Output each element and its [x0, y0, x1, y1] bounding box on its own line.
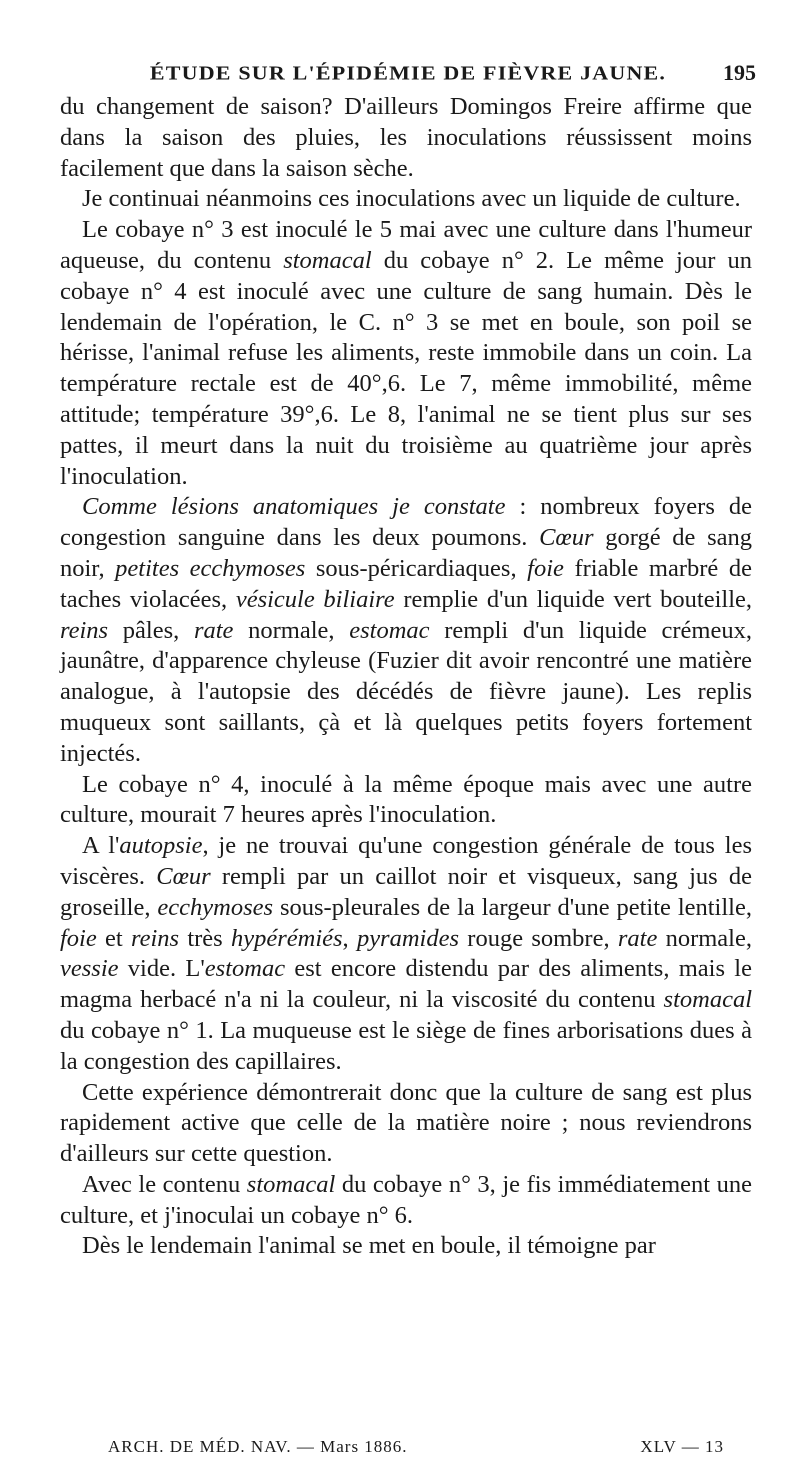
italic-text: hypérémiés	[230, 924, 343, 952]
page-header	[60, 50, 756, 90]
text-run: Cette expérience démontrerait donc que la culture de sang est plus rapidement active que celle de la matière noire ; nous reviendrons d'ailleurs sur cette question.	[60, 1078, 752, 1168]
text-run: , je ne trouvai qu'une congestion générale de tous les viscères.	[60, 832, 753, 890]
italic-text: autopsie	[119, 832, 203, 860]
text-run: remplie d'un liquide vert bouteille,	[394, 585, 753, 613]
italic-text: Cœur	[156, 862, 211, 890]
text-run: normale,	[657, 924, 752, 952]
italic-text: reins	[130, 924, 180, 952]
text-run: du changement de saison? D'ailleurs Domingos Freire affirme que dans la saison des pluies, les inoculations réussissent moins facilement que dans la saison sèche.	[60, 93, 752, 182]
italic-text: Comme lésions anatomiques je constate	[82, 493, 506, 521]
italic-text: ecchymoses	[157, 893, 274, 921]
italic-text: stomacal	[663, 986, 752, 1014]
text-run: Le cobaye n° 4, inoculé à la même époque mais avec une autre culture, mourait 7 heures après l'inoculation.	[60, 770, 752, 829]
text-run: normale,	[233, 616, 350, 644]
text-run: Avec le contenu	[82, 1170, 247, 1198]
italic-text: reins	[60, 616, 109, 644]
text-run: du cobaye n° 2. Le même jour un cobaye n° 4 est inoculé avec une culture de sang humain. Dès le lendemain de l'opération, le C. n° 3 se met en boule, son poil se hérisse, l'animal refuse les aliments, reste immobile dans un coin. La température rectale est de 40°,6. Le 7, même immobilité, même attitude; température 39°,6. Le 8, l'animal ne se tient plus sur ses pattes, il meurt dans la nuit du troisième au quatrième jour après l'inoculation.	[60, 246, 752, 490]
text-run: et	[96, 924, 131, 952]
italic-text: petites ecchymoses	[115, 554, 306, 582]
italic-text: estomac	[349, 616, 430, 644]
signature-mark: XLV — 13	[640, 1437, 724, 1456]
paragraph	[60, 92, 752, 184]
italic-text: rate	[193, 616, 234, 644]
text-run: rempli par un caillot noir et visqueux, sang jus de groseille,	[60, 862, 752, 921]
italic-text: Cœur	[539, 524, 594, 552]
italic-text: vessie	[60, 955, 119, 983]
italic-text: foie	[60, 924, 97, 952]
paragraph	[60, 492, 752, 769]
text-run: Je continuai néanmoins ces inoculations avec un liquide de culture.	[82, 185, 741, 213]
running-title: ÉTUDE SUR L'ÉPIDÉMIE DE FIÈVRE JAUNE.	[149, 61, 667, 84]
italic-text: pyramides	[356, 924, 460, 952]
paragraph	[60, 831, 752, 1077]
text-run: du cobaye n° 1. La muqueuse est le siège de fines arborisations dues à la congestion des capillaires.	[60, 1016, 752, 1075]
italic-text: foie	[527, 554, 564, 582]
paragraph	[60, 770, 752, 832]
text-run: gorgé de sang noir,	[60, 524, 753, 582]
text-run: du cobaye n° 3, je fis immédiatement une culture, et j'inoculai un cobaye n° 6.	[60, 1170, 752, 1229]
text-run: ,	[342, 924, 357, 952]
text-run: sous-pleurales de la largeur d'une petite lentille,	[273, 893, 752, 921]
text-run: sous-péricardiaques,	[305, 554, 528, 582]
italic-text: rate	[617, 924, 658, 952]
text-run: très	[179, 924, 231, 952]
text-run: vide. L'	[118, 955, 205, 983]
text-run: A l'	[82, 832, 120, 860]
page-number: 195	[723, 60, 756, 85]
text-run: pâles,	[108, 616, 194, 644]
text-run: est encore distendu par des aliments, mais le magma herbacé n'a ni la couleur, ni la viscosité du contenu	[60, 955, 752, 1014]
journal-reference: ARCH. DE MÉD. NAV. — Mars 1886.	[108, 1437, 408, 1456]
paragraph	[60, 215, 752, 492]
text-run: Dès le lendemain l'animal se met en boule, il témoigne par	[82, 1232, 656, 1260]
paragraph	[60, 1231, 752, 1262]
italic-text: stomacal	[283, 246, 372, 274]
text-run: rempli d'un liquide crémeux, jaunâtre, d'apparence chyleuse (Fuzier dit avoir rencontré une matière analogue, à l'autopsie des décédés de fièvre jaune). Les replis muqueux sont saillants, çà et là quelques petits foyers fortement injectés.	[60, 616, 752, 767]
body-text	[60, 92, 752, 1262]
text-run: Le cobaye n° 3 est inoculé le 5 mai avec une culture dans l'humeur aqueuse, du contenu	[60, 216, 752, 274]
text-run: friable marbré de taches violacées,	[60, 554, 752, 613]
paragraph	[60, 1078, 752, 1170]
paragraph	[60, 1170, 752, 1232]
paragraph	[60, 184, 752, 215]
italic-text: stomacal	[246, 1170, 336, 1198]
text-run: rouge sombre,	[459, 924, 618, 952]
italic-text: vésicule biliaire	[235, 585, 395, 613]
page-footer	[60, 1437, 752, 1463]
text-run: : nombreux foyers de congestion sanguine dans les deux poumons.	[60, 493, 753, 552]
italic-text: estomac	[204, 955, 286, 983]
